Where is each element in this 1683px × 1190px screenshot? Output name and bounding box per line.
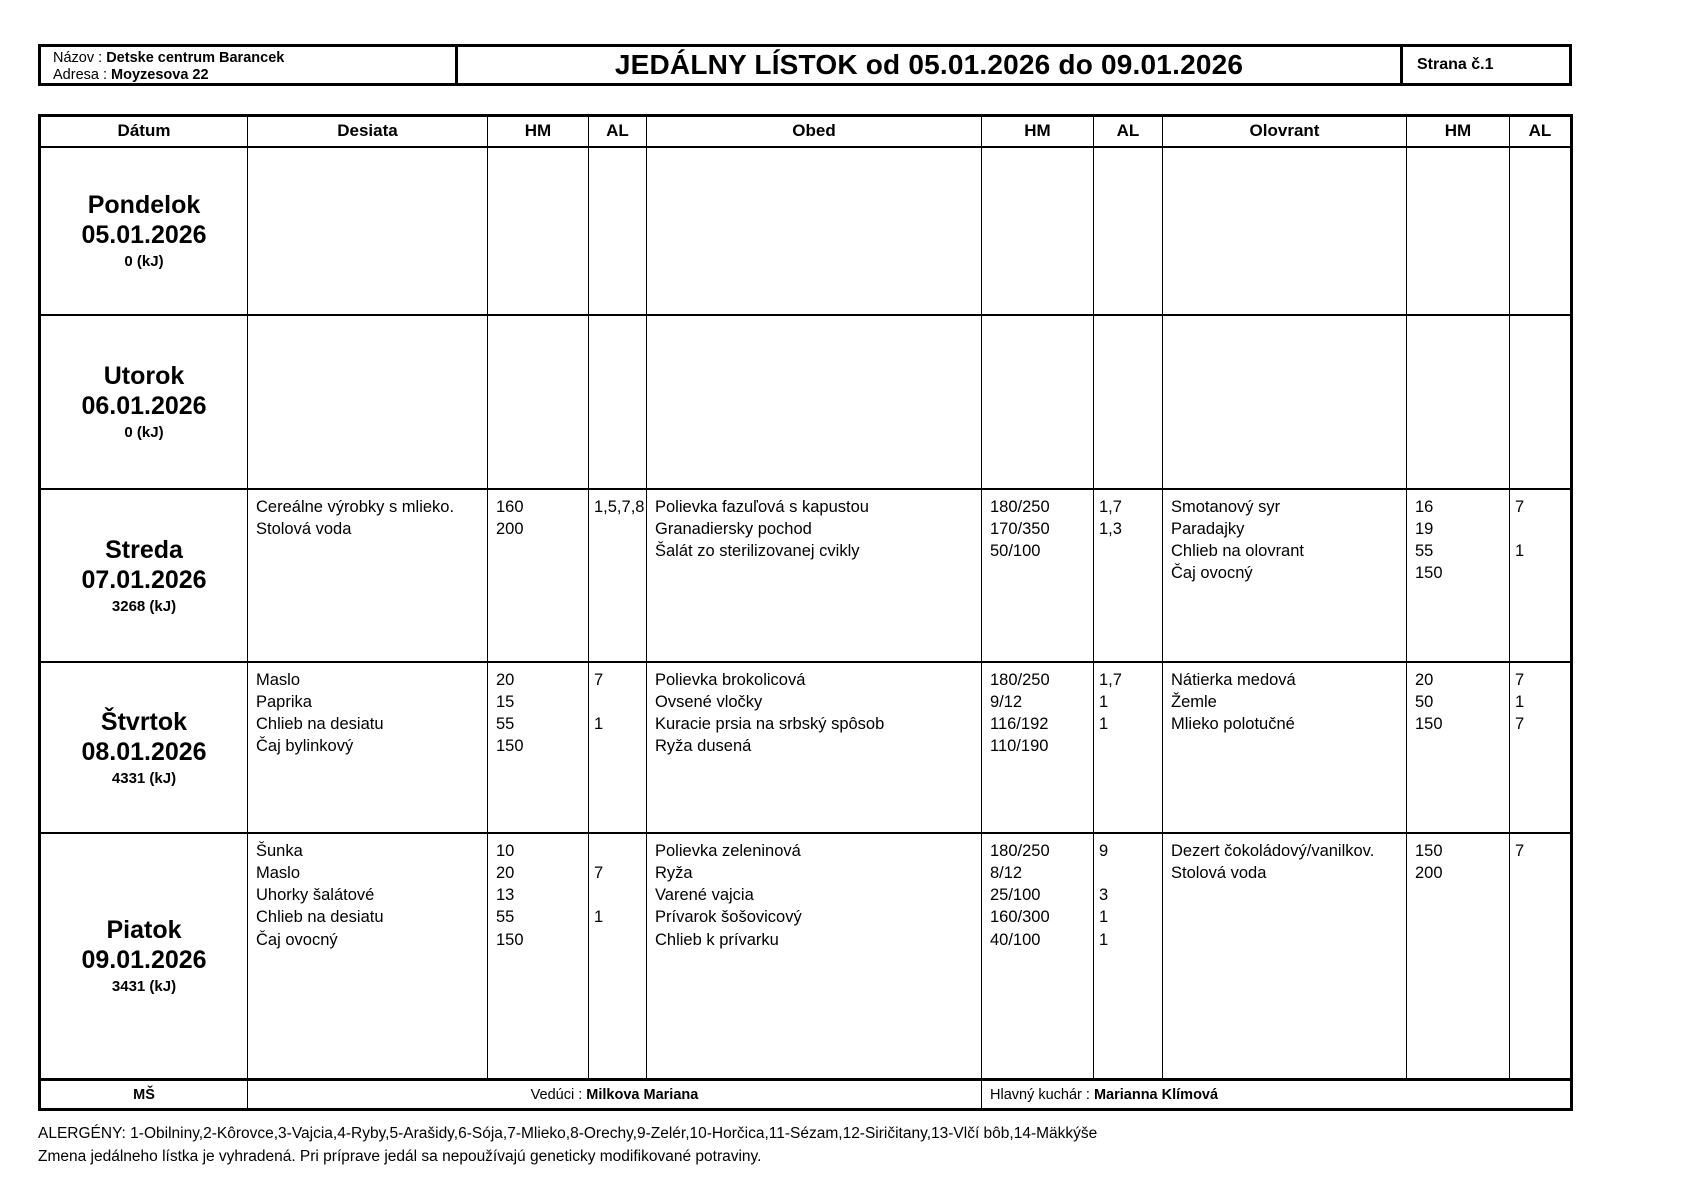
menu-item-label: Chlieb k prívarku — [655, 930, 779, 949]
page-title: JEDÁLNY LÍSTOK od 05.01.2026 do 09.01.2026 — [458, 47, 1403, 83]
col-header-hm-3: HM — [1407, 116, 1510, 147]
hm-value: 9/12 — [990, 692, 1023, 711]
footer-manager-cell — [248, 1080, 982, 1110]
olovrant-cell — [1163, 662, 1407, 833]
al-value — [1515, 562, 1569, 584]
obed-al-cell — [1094, 662, 1163, 833]
menu-item-label: Žemle — [1171, 692, 1217, 711]
day-energy: 0 (kJ) — [124, 424, 164, 441]
obed-al-cell — [1094, 147, 1163, 315]
day-energy: 3268 (kJ) — [111, 597, 177, 615]
hm-value: 16 — [1415, 497, 1434, 516]
menu-item-label: Kuracie prsia na srbský spôsob — [655, 715, 885, 734]
col-header-obed: Obed — [647, 116, 982, 147]
chef-label: Hlavný kuchár : — [990, 1086, 1090, 1103]
col-header-al-2: AL — [1094, 116, 1163, 147]
org-info-box — [41, 47, 458, 83]
al-value: 7 — [1515, 670, 1525, 689]
al-value — [594, 518, 645, 540]
table-header-row — [40, 116, 1572, 147]
col-header-datum: Dátum — [40, 116, 248, 147]
hm-value: 55 — [496, 908, 515, 927]
day-energy: 0 (kJ) — [124, 253, 164, 270]
al-value: 1,7 — [1099, 670, 1122, 689]
al-value — [594, 735, 645, 757]
hm-value: 13 — [496, 886, 515, 905]
hm-value: 150 — [496, 737, 524, 756]
obed-cell — [647, 489, 982, 662]
day-row-tuesday — [40, 315, 1572, 489]
menu-item-label: Smotanový syr — [1171, 497, 1281, 516]
al-value — [594, 929, 645, 951]
al-value: 7 — [1515, 497, 1525, 516]
desiata-cell — [248, 315, 488, 489]
obed-hm-cell — [982, 662, 1094, 833]
menu-item-label: Maslo — [256, 863, 301, 882]
col-header-al-1: AL — [589, 116, 647, 147]
al-value — [1099, 735, 1161, 757]
desiata-cell — [248, 489, 488, 662]
al-value: 1 — [1515, 542, 1525, 561]
menu-item-label: Paprika — [256, 692, 312, 711]
al-value — [1099, 862, 1161, 884]
day-name: Pondelok — [87, 191, 201, 219]
date-cell — [40, 833, 248, 1080]
menu-item-label: Šunka — [256, 841, 303, 860]
hm-value: 40/100 — [990, 930, 1041, 949]
desiata-hm-cell — [488, 147, 589, 315]
menu-item-label: Varené vajcia — [655, 886, 754, 905]
olovrant-hm-cell — [1407, 147, 1510, 315]
olovrant-al-cell — [1510, 833, 1572, 1080]
al-value — [1515, 518, 1569, 540]
obed-al-cell — [1094, 489, 1163, 662]
desiata-al-cell — [589, 489, 647, 662]
hm-value: 180/250 — [990, 497, 1050, 516]
obed-al-cell — [1094, 833, 1163, 1080]
page-number: Strana č.1 — [1417, 56, 1494, 73]
menu-item-label: Stolová voda — [1171, 863, 1267, 882]
hm-value: 200 — [1415, 863, 1443, 882]
al-value: 3 — [1099, 886, 1109, 905]
org-name-line — [53, 50, 455, 67]
menu-table — [38, 114, 1573, 1111]
day-name: Piatok — [106, 916, 182, 945]
al-value: 1 — [594, 715, 604, 734]
obed-hm-cell — [982, 315, 1094, 489]
al-value: 1 — [1099, 692, 1109, 711]
menu-item-label: Cereálne výrobky s mlieko. — [256, 497, 455, 516]
col-header-desiata: Desiata — [248, 116, 488, 147]
al-value: 1 — [1099, 908, 1109, 927]
desiata-cell — [248, 833, 488, 1080]
menu-item-label: Čaj ovocný — [1171, 564, 1253, 583]
desiata-hm-cell — [488, 315, 589, 489]
day-date: 07.01.2026 — [81, 565, 207, 594]
hm-value: 150 — [1415, 841, 1443, 860]
date-cell — [40, 147, 248, 315]
menu-item-label: Čaj bylinkový — [256, 737, 354, 756]
hm-value: 160 — [496, 497, 524, 516]
desiata-cell — [248, 147, 488, 315]
al-value: 7 — [594, 863, 604, 882]
desiata-cell — [248, 662, 488, 833]
org-address-line — [53, 67, 455, 84]
desiata-hm-cell — [488, 833, 589, 1080]
olovrant-al-cell — [1510, 662, 1572, 833]
al-value — [1099, 540, 1161, 562]
hm-value: 200 — [496, 519, 524, 538]
hm-value: 8/12 — [990, 863, 1023, 882]
menu-item-label: Stolová voda — [256, 519, 352, 538]
footer-school-type: MŠ — [40, 1080, 248, 1110]
menu-item-label: Uhorky šalátové — [256, 886, 375, 905]
obed-hm-cell — [982, 489, 1094, 662]
date-cell — [40, 315, 248, 489]
day-name: Utorok — [103, 362, 185, 390]
al-value: 1,7 — [1099, 497, 1122, 516]
org-address-label: Adresa : — [53, 67, 107, 83]
obed-al-cell — [1094, 315, 1163, 489]
hm-value: 20 — [496, 863, 515, 882]
menu-item-label: Polievka zeleninová — [655, 841, 801, 860]
olovrant-hm-cell — [1407, 315, 1510, 489]
date-cell — [40, 662, 248, 833]
date-cell — [40, 489, 248, 662]
col-header-olovrant: Olovrant — [1163, 116, 1407, 147]
desiata-al-cell — [589, 147, 647, 315]
obed-hm-cell — [982, 833, 1094, 1080]
day-name: Streda — [105, 535, 183, 564]
menu-item-label: Čaj ovocný — [256, 930, 338, 949]
al-value: 1,5,7,8 — [594, 497, 645, 516]
al-value — [1515, 862, 1569, 884]
al-value: 1 — [1099, 715, 1109, 734]
al-value — [594, 884, 645, 906]
day-energy: 4331 (kJ) — [111, 769, 177, 787]
al-value: 7 — [1515, 841, 1525, 860]
hm-value: 180/250 — [990, 670, 1050, 689]
chef-name: Marianna Klímová — [1093, 1086, 1219, 1103]
al-value — [594, 691, 645, 713]
olovrant-al-cell — [1510, 147, 1572, 315]
manager-name: Milkova Mariana — [586, 1086, 699, 1103]
menu-item-label: Granadiersky pochod — [655, 519, 812, 538]
hm-value: 150 — [496, 930, 524, 949]
olovrant-hm-cell — [1407, 489, 1510, 662]
desiata-al-cell — [589, 833, 647, 1080]
menu-item-label: Chlieb na olovrant — [1171, 542, 1304, 561]
hm-value: 150 — [1415, 564, 1443, 583]
org-address-value: Moyzesova 22 — [111, 67, 209, 83]
desiata-al-cell — [589, 315, 647, 489]
day-name: Štvrtok — [100, 707, 188, 736]
col-header-hm-2: HM — [982, 116, 1094, 147]
menu-item-label: Ryža — [655, 863, 693, 882]
hm-value: 50 — [1415, 692, 1434, 711]
hm-value: 180/250 — [990, 841, 1050, 860]
day-row-thursday — [40, 662, 1572, 833]
hm-value: 55 — [1415, 542, 1434, 561]
menu-item-label: Paradajky — [1171, 519, 1245, 538]
hm-value: 20 — [1415, 670, 1434, 689]
disclaimer-note: Zmena jedálneho lístka je vyhradená. Pri príprave jedál sa nepoužívajú geneticky modifikované potraviny. — [38, 1148, 762, 1165]
menu-item-label: Chlieb na desiatu — [256, 715, 384, 734]
menu-item-label: Ovsené vločky — [655, 692, 763, 711]
menu-item-label: Dezert čokoládový/vanilkov. — [1171, 841, 1375, 860]
al-value: 1,3 — [1099, 519, 1122, 538]
desiata-hm-cell — [488, 662, 589, 833]
al-value — [594, 840, 645, 862]
hm-value: 20 — [496, 670, 515, 689]
desiata-hm-cell — [488, 489, 589, 662]
menu-item-label: Šalát zo sterilizovanej cvikly — [655, 542, 860, 561]
menu-item-label: Prívarok šošovicový — [655, 908, 802, 927]
document-header — [38, 44, 1572, 86]
obed-hm-cell — [982, 147, 1094, 315]
obed-cell — [647, 315, 982, 489]
olovrant-al-cell — [1510, 489, 1572, 662]
footnotes — [38, 1122, 1572, 1168]
col-header-al-3: AL — [1510, 116, 1572, 147]
day-date: 05.01.2026 — [81, 221, 207, 249]
olovrant-cell — [1163, 147, 1407, 315]
obed-cell — [647, 662, 982, 833]
olovrant-hm-cell — [1407, 662, 1510, 833]
menu-item-label: Ryža dusená — [655, 737, 752, 756]
al-value: 1 — [1099, 930, 1109, 949]
day-date: 08.01.2026 — [81, 737, 207, 766]
page — [38, 44, 1572, 1168]
al-value: 1 — [1515, 692, 1525, 711]
olovrant-al-cell — [1510, 315, 1572, 489]
al-value: 7 — [594, 670, 604, 689]
menu-item-label: Nátierka medová — [1171, 670, 1296, 689]
footer-chef-cell — [982, 1080, 1572, 1110]
hm-value: 50/100 — [990, 542, 1041, 561]
hm-value: 19 — [1415, 519, 1434, 538]
menu-item-label: Chlieb na desiatu — [256, 908, 384, 927]
olovrant-cell — [1163, 489, 1407, 662]
hm-value: 160/300 — [990, 908, 1050, 927]
hm-value: 15 — [496, 692, 515, 711]
hm-value: 170/350 — [990, 519, 1050, 538]
menu-item-label: Mlieko polotučné — [1171, 715, 1295, 734]
table-footer-row — [40, 1080, 1572, 1110]
hm-value: 110/190 — [990, 737, 1049, 756]
day-date: 09.01.2026 — [81, 946, 207, 975]
col-header-hm-1: HM — [488, 116, 589, 147]
olovrant-cell — [1163, 315, 1407, 489]
hm-value: 25/100 — [990, 886, 1041, 905]
desiata-al-cell — [589, 662, 647, 833]
day-row-friday — [40, 833, 1572, 1080]
manager-label: Vedúci : — [530, 1086, 583, 1103]
olovrant-hm-cell — [1407, 833, 1510, 1080]
hm-value: 55 — [496, 715, 515, 734]
menu-item-label: Polievka brokolicová — [655, 670, 806, 689]
allergens-note: ALERGÉNY: 1-Obilniny,2-Kôrovce,3-Vajcia,4-Ryby,5-Arašidy,6-Sója,7-Mlieko,8-Orechy,9-Zelér,10-Horčica,11-Sézam,12-Siričitany,13-Vlčí bôb,14-Mäkkýše — [38, 1125, 1098, 1142]
day-row-monday — [40, 147, 1572, 315]
org-name-value: Detske centrum Barancek — [106, 50, 285, 66]
hm-value: 150 — [1415, 715, 1443, 734]
al-value: 9 — [1099, 841, 1109, 860]
org-name-label: Názov : — [53, 50, 103, 66]
menu-item-label: Maslo — [256, 670, 301, 689]
day-energy: 3431 (kJ) — [111, 978, 177, 996]
day-date: 06.01.2026 — [81, 392, 207, 420]
olovrant-cell — [1163, 833, 1407, 1080]
obed-cell — [647, 147, 982, 315]
al-value: 1 — [594, 908, 604, 927]
hm-value: 116/192 — [990, 715, 1049, 734]
hm-value: 10 — [496, 841, 515, 860]
obed-cell — [647, 833, 982, 1080]
menu-item-label: Polievka fazuľová s kapustou — [655, 497, 869, 516]
al-value: 7 — [1515, 715, 1525, 734]
day-row-wednesday — [40, 489, 1572, 662]
